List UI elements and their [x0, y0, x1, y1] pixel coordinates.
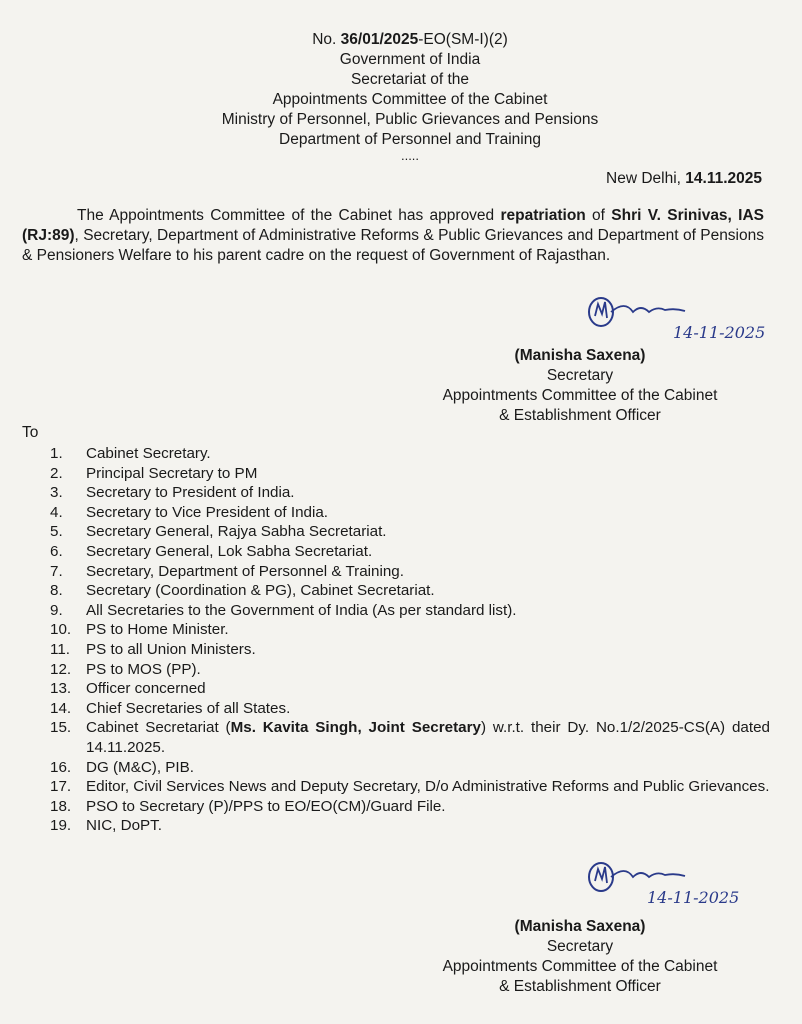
list-item [50, 797, 770, 817]
signatory-name-2: (Manisha Saxena) [514, 918, 646, 935]
list-item-text: Cabinet Secretary. [86, 445, 211, 462]
list-item [50, 444, 770, 464]
signatory-title-2-2: Appointments Committee of the Cabinet [442, 958, 718, 975]
list-item-number: 1. [50, 445, 63, 462]
signatory-title-3: & Establishment Officer [499, 407, 661, 424]
list-item [50, 816, 770, 836]
signatory-title-1-2: Secretary [546, 938, 614, 955]
list-item-text: Secretary (Coordination & PG), Cabinet Secretariat. [86, 582, 435, 600]
list-item-text: PSO to Secretary (P)/PPS to EO/EO(CM)/Guard File. [86, 797, 446, 815]
signature-date: 14-11-2025 [673, 323, 766, 342]
signatory-title-1: Secretary [546, 367, 614, 384]
list-item [50, 777, 770, 797]
list-item-text: Chief Secretaries of all States. [86, 699, 291, 717]
list-item-text: NIC, DoPT. [86, 817, 162, 835]
list-item [50, 718, 770, 757]
list-item [50, 758, 770, 778]
list-item [50, 601, 770, 621]
list-item-text: DG (M&C), PIB. [86, 758, 195, 776]
list-item [50, 679, 770, 699]
list-item [50, 522, 770, 542]
date-line [606, 170, 762, 188]
header-committee: Appointments Committee of the Cabinet [272, 91, 548, 108]
list-item-text: Secretary General, Lok Sabha Secretariat. [86, 542, 373, 560]
date-value: 14.11.2025 [685, 170, 762, 187]
letter-header [0, 30, 802, 162]
signature-block-1 [430, 346, 730, 426]
list-item [50, 542, 770, 562]
date-place: New Delhi, [606, 170, 686, 187]
list-item-text: PS to Home Minister. [86, 621, 229, 639]
list-item-text-post: ) w.r.t. their Dy. No.1/2/2025-CS(A) dated 14.11.2025. [86, 719, 770, 756]
header-department: Department of Personnel and Training [279, 131, 541, 148]
file-number-prefix: No. [312, 31, 341, 48]
list-item-number: 17. [50, 778, 72, 796]
list-item-number: 14. [50, 699, 72, 717]
list-item-number: 7. [50, 562, 63, 580]
list-item-number: 9. [50, 601, 63, 619]
list-item-text-pre: Cabinet Secretariat ( [86, 719, 231, 737]
list-item-text: Editor, Civil Services News and Deputy Secretary, D/o Administrative Reforms and Public Grievances. [86, 778, 770, 796]
list-item [50, 620, 770, 640]
body-text-1: The Appointments Committee of the Cabinet has approved [77, 207, 501, 224]
list-item-number: 6. [50, 542, 63, 560]
header-dots: ..... [400, 148, 420, 163]
list-item-text: PS to all Union Ministers. [86, 640, 256, 658]
handwritten-signature-2 [585, 855, 785, 915]
list-item [50, 503, 770, 523]
list-item-text: Principal Secretary to PM [86, 464, 258, 482]
list-item [50, 699, 770, 719]
list-item-number: 8. [50, 582, 63, 600]
list-item-number: 18. [50, 797, 72, 815]
list-item-text: Secretary General, Rajya Sabha Secretariat. [86, 523, 387, 541]
list-item-number: 16. [50, 758, 72, 776]
list-item-number: 13. [50, 680, 72, 698]
list-item-text-bold: Ms. Kavita Singh, Joint Secretary [230, 719, 481, 737]
body-text-2: of [585, 207, 612, 224]
header-ministry: Ministry of Personnel, Public Grievances and Pensions [221, 111, 599, 128]
signatory-name: (Manisha Saxena) [514, 347, 646, 364]
list-item-number: 10. [50, 621, 72, 639]
to-label: To [22, 424, 39, 441]
list-item-number: 11. [50, 640, 70, 658]
list-item [50, 581, 770, 601]
header-government: Government of India [339, 51, 481, 68]
list-item-number: 15. [50, 719, 72, 737]
signature-block-2 [430, 917, 730, 997]
list-item [50, 640, 770, 660]
list-item-number: 2. [50, 464, 63, 482]
list-item-text: All Secretaries to the Government of India (As per standard list). [86, 601, 517, 619]
signatory-title-2: Appointments Committee of the Cabinet [442, 387, 718, 404]
list-item-number: 5. [50, 523, 63, 541]
body-text-3: , Secretary, Department of Administrative Reforms & Public Grievances and Department of Pensions & Pensioners Welfare to his parent cadre on the request of Government of Rajasthan. [22, 227, 764, 264]
list-item-text: Secretary to Vice President of India. [86, 503, 329, 521]
handwritten-signature [585, 290, 785, 350]
header-secretariat: Secretariat of the [350, 71, 470, 88]
list-item [50, 464, 770, 484]
list-item-text: Officer concerned [86, 680, 206, 698]
list-item-number: 12. [50, 660, 72, 678]
list-item-text: Secretary to President of India. [86, 484, 295, 502]
distribution-list [50, 444, 770, 836]
list-item-number: 4. [50, 503, 63, 521]
signatory-title-3-2: & Establishment Officer [499, 978, 661, 995]
list-item [50, 562, 770, 582]
order-body [22, 206, 764, 266]
body-bold-officer: Shri V. Srinivas, IAS (RJ:89) [22, 207, 764, 244]
list-item-number: 3. [50, 484, 63, 502]
list-item-number: 19. [50, 817, 72, 835]
body-bold-repatriation: repatriation [500, 207, 586, 224]
signature-date-2: 14-11-2025 [647, 888, 740, 907]
list-item-text [86, 718, 770, 757]
file-number-bold: 36/01/2025 [340, 31, 419, 48]
file-number [18, 30, 802, 50]
list-item [50, 483, 770, 503]
list-item [50, 660, 770, 680]
list-item-text: Secretary, Department of Personnel & Training. [86, 562, 404, 580]
file-number-suffix: -EO(SM-I)(2) [418, 31, 508, 48]
list-item-text: PS to MOS (PP). [86, 660, 201, 678]
